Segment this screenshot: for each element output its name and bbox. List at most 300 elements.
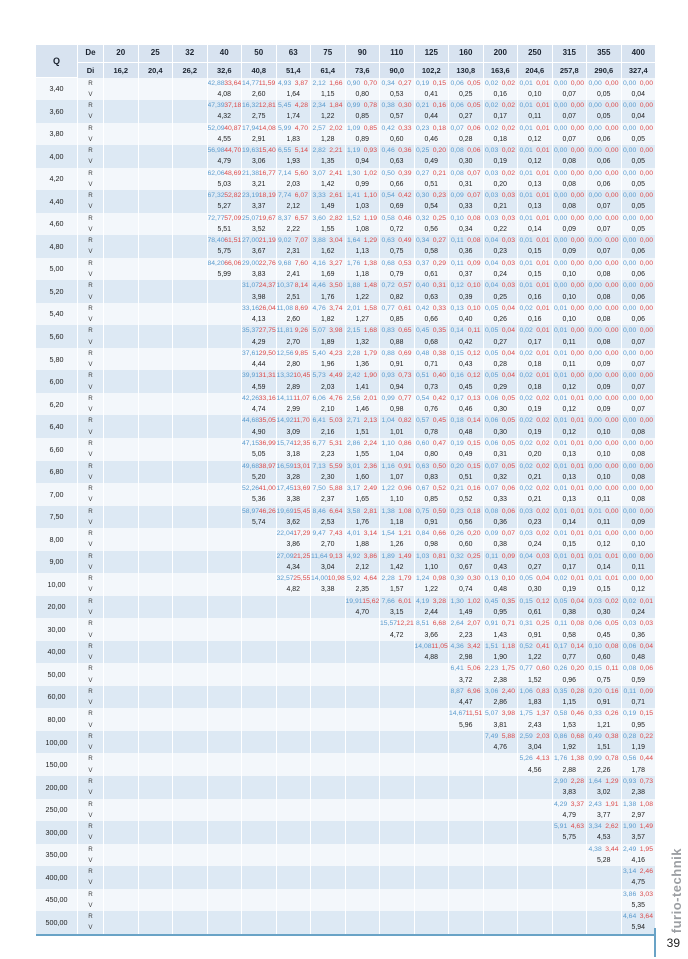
v-value-cell: 2,43 [518,720,553,731]
r-value-blue: 0,20 [450,462,464,470]
r-value-cell [173,866,208,877]
r-value-blue: 11,08 [276,304,294,312]
r-value-cell [139,618,174,629]
r-value-cell [380,461,415,472]
r-value-cell [139,866,174,877]
r-value-cell [553,393,588,404]
r-value-red: 0,69 [398,349,412,357]
v-value-cell [346,630,381,641]
r-value-red: 4,64 [363,575,377,583]
r-value-red: 0,00 [570,327,584,335]
r-value-red: 0,02 [605,597,619,605]
r-value-cell [311,483,346,494]
r-value-red: 48,69 [224,169,242,177]
v-value-cell: 0,75 [380,246,415,257]
v-value-cell: 3,52 [242,224,277,235]
r-value-red: 3,87 [294,79,308,87]
v-value-cell: 1,28 [311,134,346,145]
r-value-blue: 8,37 [278,214,292,222]
r-value-blue: 33,16 [242,304,260,312]
q-row-r [36,100,656,111]
r-value-cell [484,235,519,246]
r-value-blue: 0,19 [450,440,464,447]
r-value-blue: 0,46 [381,147,395,155]
r-value-blue: 0,00 [623,575,637,583]
r-value-cell [484,280,519,291]
q-value: 500,00 [36,911,78,934]
v-value-cell: 0,43 [484,562,519,573]
r-row-label: R [78,641,104,652]
v-value-cell [242,787,277,798]
r-value-red: 0,30 [398,102,412,110]
r-value-red: 2,40 [501,687,515,695]
r-value-red: 11,51 [465,710,483,718]
r-value-cell [553,303,588,314]
v-row-label: V [78,720,104,731]
r-value-red: 0,09 [467,259,481,267]
r-value-cell [622,168,657,179]
r-value-blue: 0,03 [485,147,499,155]
r-value-blue: 27,09 [276,552,294,560]
v-value-cell: 1,22 [346,292,381,303]
v-value-cell [553,900,588,911]
q-row-v [36,404,656,415]
de-label: De [78,45,104,63]
v-value-cell: 2,91 [242,134,277,145]
r-value-cell [346,641,381,652]
r-value-blue: 0,32 [450,552,464,560]
r-value-cell [449,168,484,179]
q-value: 250,00 [36,799,78,822]
r-value-red: 27,75 [258,327,276,335]
r-value-red: 0,20 [570,665,584,673]
r-value-cell [242,663,277,674]
r-value-cell [139,641,174,652]
r-value-cell [553,844,588,855]
v-value-cell [277,697,312,708]
r-value-red: 0,00 [570,79,584,87]
r-value-red: 11,05 [431,642,448,650]
q-row-v [36,720,656,731]
r-value-blue: 16,32 [242,102,260,110]
v-value-cell [104,359,139,370]
r-value-red: 0,00 [639,147,653,155]
v-row-label: V [78,652,104,663]
col-header-di-63: 51,4 [277,63,312,78]
r-row-label: R [78,573,104,584]
r-value-cell [277,551,312,562]
r-value-blue: 2,42 [347,372,361,380]
v-value-cell: 1,64 [277,89,312,100]
r-value-blue: 0,00 [623,102,637,110]
v-value-cell: 1,22 [518,652,553,663]
r-value-red: 1,29 [363,237,377,245]
v-value-cell: 0,24 [484,269,519,280]
v-row-label: V [78,292,104,303]
r-value-blue: 19,91 [345,597,363,605]
r-value-red: 0,16 [467,485,481,493]
q-row-r [36,506,656,517]
v-value-cell [277,832,312,843]
v-value-cell [139,292,174,303]
r-value-cell [208,844,243,855]
r-value-cell [622,78,657,89]
r-value-cell [242,551,277,562]
r-value-cell [208,100,243,111]
q-value: 5,80 [36,348,78,371]
v-value-cell: 0,10 [518,89,553,100]
v-value-cell: 3,62 [277,517,312,528]
r-value-cell [484,190,519,201]
r-value-blue: 0,40 [416,282,430,290]
r-value-red: 0,02 [501,124,515,132]
r-value-cell [242,348,277,359]
v-value-cell [104,269,139,280]
q-row-r [36,483,656,494]
r-value-red: 0,78 [605,755,619,763]
r-value-red: 0,25 [432,214,446,222]
v-value-cell: 0,08 [622,494,657,505]
r-value-blue: 4,92 [347,552,361,560]
v-value-cell [380,652,415,663]
v-value-cell [208,562,243,573]
v-value-cell: 0,89 [346,134,381,145]
r-value-red: 0,33 [432,304,446,312]
r-value-red: 0,06 [501,485,515,493]
r-value-cell [415,370,450,381]
v-value-cell: 0,78 [415,427,450,438]
v-row-label: V [78,427,104,438]
v-value-cell: 0,45 [449,382,484,393]
r-value-cell [242,889,277,900]
r-value-red: 0,14 [570,642,584,650]
v-value-cell: 1,78 [622,765,657,776]
r-value-blue: 0,77 [519,665,533,673]
r-value-blue: 21,38 [242,169,260,177]
v-value-cell: 0,27 [449,111,484,122]
r-value-red: 1,38 [570,755,584,763]
r-value-red: 7,60 [294,259,308,267]
r-value-cell [277,438,312,449]
v-value-cell [484,900,519,911]
r-value-cell [277,641,312,652]
r-value-cell [104,596,139,607]
r-value-cell [449,821,484,832]
v-value-cell: 0,12 [553,404,588,415]
r-value-blue: 0,17 [450,394,464,402]
col-header-de-32: 32 [173,45,208,63]
r-value-cell [104,190,139,201]
r-value-cell [380,325,415,336]
r-value-red: 0,28 [570,687,584,695]
v-value-cell: 0,52 [449,494,484,505]
v-value-cell [242,652,277,663]
v-value-cell: 0,85 [346,111,381,122]
r-row-label: R [78,325,104,336]
r-value-cell [518,438,553,449]
v-value-cell: 1,69 [311,269,346,280]
r-value-red: 0,00 [639,304,653,312]
r-value-cell [242,776,277,787]
r-value-red: 0,31 [432,282,446,290]
r-value-cell [587,461,622,472]
r-value-red: 57,09 [224,214,242,222]
r-value-cell [104,708,139,719]
r-value-red: 2,24 [363,440,377,447]
v-value-cell: 2,70 [277,337,312,348]
r-row-label: R [78,821,104,832]
r-value-cell [139,573,174,584]
r-value-blue: 0,00 [623,214,637,222]
r-value-cell [449,415,484,426]
col-header-de-355: 355 [587,45,622,63]
v-value-cell [415,720,450,731]
r-value-cell [311,325,346,336]
r-value-red: 0,00 [605,394,619,402]
r-value-red: 0,46 [398,214,412,222]
r-value-blue: 44,68 [242,417,260,425]
r-value-cell [346,145,381,156]
v-value-cell [277,810,312,821]
v-value-cell: 0,06 [587,134,622,145]
r-value-blue: 2,28 [347,349,361,357]
v-value-cell: 4,70 [346,607,381,618]
v-row-label: V [78,742,104,753]
r-value-red: 0,98 [432,575,446,583]
v-value-cell [173,539,208,550]
r-value-blue: 0,00 [588,372,602,380]
v-value-cell: 0,20 [518,449,553,460]
v-value-cell [380,922,415,933]
r-value-cell [484,641,519,652]
r-value-cell [518,844,553,855]
r-value-blue: 0,00 [623,259,637,267]
r-value-cell [449,776,484,787]
r-row-label: R [78,303,104,314]
r-value-blue: 0,00 [588,124,602,132]
r-value-red: 0,96 [398,485,412,493]
r-value-red: 0,02 [536,485,550,493]
v-value-cell: 0,07 [622,337,657,348]
r-value-cell [242,753,277,764]
v-value-cell: 1,43 [484,630,519,641]
v-value-cell [173,832,208,843]
r-value-cell [484,686,519,697]
r-value-cell [553,325,588,336]
r-row-label: R [78,438,104,449]
v-value-cell: 1,62 [311,246,346,257]
q-row-v [36,382,656,393]
v-value-cell: 2,51 [277,292,312,303]
col-header-de-125: 125 [415,45,450,63]
v-value-cell [208,494,243,505]
v-value-cell: 5,20 [242,472,277,483]
v-value-cell [104,720,139,731]
r-value-cell [104,325,139,336]
v-value-cell: 0,95 [484,607,519,618]
r-value-red: 0,00 [639,507,653,515]
r-value-red: 0,44 [639,755,653,763]
v-value-cell: 0,30 [484,404,519,415]
r-value-cell [242,528,277,539]
r-value-blue: 0,39 [450,575,464,583]
r-value-blue: 0,19 [416,79,430,87]
r-value-cell [449,551,484,562]
r-value-red: 1,84 [329,102,343,110]
v-value-cell: 0,09 [587,404,622,415]
r-value-red: 0,71 [501,620,515,628]
v-value-cell: 0,07 [553,111,588,122]
r-value-red: 3,64 [639,913,653,921]
r-value-blue: 4,93 [278,79,292,87]
v-value-cell [346,652,381,663]
v-value-cell: 0,48 [449,427,484,438]
r-value-cell [380,78,415,89]
r-value-red: 2,82 [329,214,343,222]
r-value-cell [208,483,243,494]
v-value-cell: 0,14 [587,562,622,573]
q-row-r [36,438,656,449]
r-value-blue: 0,21 [450,485,464,493]
v-value-cell [104,111,139,122]
r-value-blue: 0,00 [623,372,637,380]
v-value-cell: 0,07 [553,134,588,145]
v-value-cell: 0,46 [449,404,484,415]
r-value-red: 0,00 [605,237,619,245]
v-value-cell [277,922,312,933]
r-value-cell [449,258,484,269]
r-value-cell [139,123,174,134]
q-row-v [36,156,656,167]
q-value: 450,00 [36,889,78,912]
r-value-cell [553,461,588,472]
r-value-blue: 29,00 [242,259,260,267]
r-value-red: 0,00 [605,79,619,87]
v-value-cell [415,697,450,708]
r-value-cell [139,461,174,472]
r-value-cell [242,866,277,877]
v-value-cell: 4,75 [622,877,657,888]
r-value-red: 0,03 [501,282,515,290]
r-value-cell [311,528,346,539]
v-value-cell [242,810,277,821]
r-value-red: 3,86 [363,552,377,560]
r-value-blue: 16,59 [276,462,294,470]
r-value-cell [208,821,243,832]
r-value-red: 0,15 [467,462,481,470]
v-value-cell [104,787,139,798]
v-value-cell: 5,94 [622,922,657,933]
v-value-cell [415,675,450,686]
r-value-cell [380,123,415,134]
r-value-red: 3,37 [570,800,584,808]
v-value-cell: 4,82 [277,584,312,595]
r-value-cell [380,731,415,742]
r-value-cell [311,235,346,246]
r-value-cell [622,303,657,314]
r-value-cell [415,551,450,562]
r-value-blue: 42,26 [242,394,260,402]
r-value-cell [311,258,346,269]
r-value-blue: 0,11 [451,259,464,267]
r-value-cell [104,776,139,787]
r-value-cell [208,618,243,629]
r-value-cell [139,100,174,111]
table-bottom-rule [36,934,656,936]
r-value-cell [484,844,519,855]
v-value-cell [208,359,243,370]
v-value-cell: 0,98 [415,539,450,550]
r-value-red: 6,68 [432,620,446,628]
r-value-blue: 0,91 [485,620,499,628]
r-value-red: 0,57 [398,282,412,290]
v-value-cell: 0,41 [415,89,450,100]
v-value-cell [173,134,208,145]
v-row-label: V [78,877,104,888]
r-value-blue: 49,68 [242,462,260,470]
r-value-cell [553,280,588,291]
r-value-cell [587,100,622,111]
v-value-cell: 0,06 [622,314,657,325]
r-value-cell [173,528,208,539]
r-value-blue: 0,00 [623,485,637,493]
r-value-blue: 0,02 [519,304,533,312]
v-value-cell: 0,19 [518,427,553,438]
r-value-red: 0,04 [570,597,584,605]
v-value-cell: 0,63 [415,292,450,303]
r-value-red: 0,01 [570,394,584,402]
r-value-cell [173,596,208,607]
r-value-red: 0,05 [467,102,481,110]
r-value-cell [277,618,312,629]
r-value-cell [415,483,450,494]
r-value-blue: 39,91 [242,372,260,380]
r-value-cell [311,731,346,742]
v-value-cell: 1,57 [380,584,415,595]
v-value-cell [139,720,174,731]
r-value-cell [518,889,553,900]
v-value-cell [173,314,208,325]
v-value-cell [104,697,139,708]
r-value-cell [242,641,277,652]
r-value-blue: 0,05 [485,327,499,335]
r-value-cell [139,799,174,810]
v-value-cell: 3,06 [242,156,277,167]
r-value-cell [449,145,484,156]
r-value-blue: 1,10 [381,440,395,447]
v-value-cell [104,224,139,235]
v-value-cell [311,877,346,888]
r-value-blue: 1,22 [381,485,395,493]
r-value-cell [518,348,553,359]
r-value-cell [415,325,450,336]
q-row-r [36,731,656,742]
r-value-red: 0,00 [639,349,653,357]
v-value-cell: 0,19 [518,404,553,415]
v-value-cell: 0,07 [587,201,622,212]
r-value-red: 0,01 [570,462,584,470]
r-value-cell [139,438,174,449]
v-value-cell [139,607,174,618]
r-value-blue: 0,00 [623,282,637,290]
r-value-blue: 7,49 [485,732,499,740]
r-value-red: 2,46 [639,868,653,876]
r-value-cell [553,821,588,832]
v-value-cell: 0,24 [622,607,657,618]
r-value-blue: 3,88 [312,237,326,245]
r-value-red: 0,01 [605,575,619,583]
v-value-cell: 0,07 [587,246,622,257]
